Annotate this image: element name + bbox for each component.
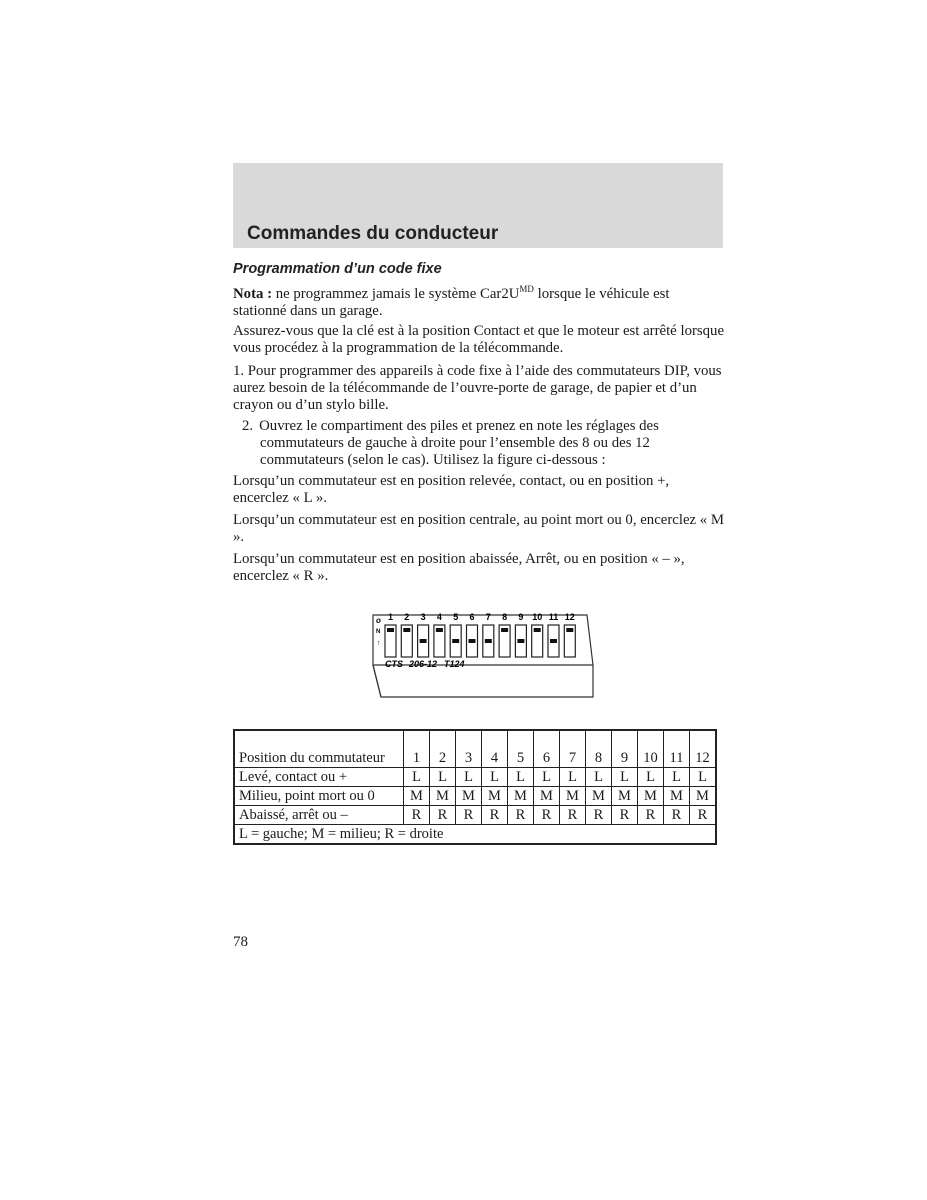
table-column-header: 10 bbox=[638, 730, 664, 768]
chapter-title: Commandes du conducteur bbox=[247, 223, 499, 244]
table-cell: R bbox=[430, 806, 456, 825]
row-label: Levé, contact ou + bbox=[234, 768, 404, 787]
table-column-header: 11 bbox=[664, 730, 690, 768]
table-cell: M bbox=[586, 787, 612, 806]
switch-knob bbox=[403, 628, 410, 632]
table-cell: R bbox=[586, 806, 612, 825]
model-label: 206-12 bbox=[409, 659, 438, 669]
paragraph-position-up: Lorsqu’un commutateur est en position relevée, contact, ou en position +, encerclez « L ». bbox=[233, 473, 670, 506]
table-cell: L bbox=[690, 768, 717, 787]
switch-knob bbox=[566, 628, 573, 632]
switch-number-label: 8 bbox=[502, 612, 508, 622]
switch-number-label: 10 bbox=[532, 612, 543, 622]
switch-number-label: 3 bbox=[420, 612, 426, 622]
table-cell: R bbox=[456, 806, 482, 825]
table-footer-legend: L = gauche; M = milieu; R = droite bbox=[234, 825, 716, 845]
switch-number-label: 5 bbox=[453, 612, 459, 622]
brand-label: CTS bbox=[385, 659, 403, 669]
table-cell: R bbox=[508, 806, 534, 825]
paragraph-position-down: Lorsqu’un commutateur est en position abaissée, Arrêt, ou en position « – », encerclez « R ». bbox=[233, 551, 685, 584]
table-row bbox=[234, 806, 716, 825]
chapter-header-box bbox=[233, 163, 723, 248]
table-cell: M bbox=[690, 787, 717, 806]
note-superscript: MD bbox=[519, 284, 534, 295]
table-cell: R bbox=[638, 806, 664, 825]
page-number: 78 bbox=[233, 934, 248, 950]
table-row bbox=[234, 768, 716, 787]
switch-number-label: 6 bbox=[469, 612, 475, 622]
table-cell: L bbox=[482, 768, 508, 787]
switch-number-label: 1 bbox=[387, 612, 394, 622]
table-cell: M bbox=[456, 787, 482, 806]
step-2-number: 2. bbox=[242, 418, 254, 434]
table-cell: R bbox=[534, 806, 560, 825]
table-cell: L bbox=[456, 768, 482, 787]
paragraph-step-1: 1. Pour programmer des appareils à code fixe à l’aide des commutateurs DIP, vous aurez besoin de la télécommande de l’ouvre-porte de garage, de papier et d’un crayon ou d’un stylo bille. bbox=[233, 363, 722, 413]
row-label: Milieu, point mort ou 0 bbox=[234, 787, 404, 806]
table-cell: L bbox=[508, 768, 534, 787]
paragraph-key-position: Assurez-vous que la clé est à la position Contact et que le moteur est arrêté lorsque vous procédez à la programmation de la télécommande. bbox=[233, 323, 725, 356]
section-title: Programmation d’un code fixe bbox=[233, 261, 442, 277]
row-label: Abaissé, arrêt ou – bbox=[234, 806, 404, 825]
switch-knob bbox=[534, 628, 541, 632]
table-cell: L bbox=[404, 768, 430, 787]
table-column-header: 4 bbox=[482, 730, 508, 768]
table-cell: M bbox=[508, 787, 534, 806]
switch-knob bbox=[452, 639, 459, 643]
side-arrow-icon: ↑ bbox=[377, 640, 381, 647]
table-column-header: 3 bbox=[456, 730, 482, 768]
table-column-header: 7 bbox=[560, 730, 586, 768]
table-cell: L bbox=[612, 768, 638, 787]
table-cell: R bbox=[664, 806, 690, 825]
switch-number-label: 9 bbox=[518, 612, 524, 622]
table-cell: L bbox=[534, 768, 560, 787]
switch-knob bbox=[436, 628, 443, 632]
table-cell: M bbox=[638, 787, 664, 806]
table-cell: L bbox=[664, 768, 690, 787]
table-column-header: 8 bbox=[586, 730, 612, 768]
table-cell: R bbox=[612, 806, 638, 825]
table-cell: M bbox=[430, 787, 456, 806]
switch-knob bbox=[387, 628, 394, 632]
table-column-header: 9 bbox=[612, 730, 638, 768]
table-row bbox=[234, 787, 716, 806]
table-cell: L bbox=[430, 768, 456, 787]
paragraph-position-middle: Lorsqu’un commutateur est en position centrale, au point mort ou 0, encerclez « M ». bbox=[233, 512, 725, 545]
table-cell: M bbox=[664, 787, 690, 806]
table-column-header: 12 bbox=[690, 730, 717, 768]
table-cell: M bbox=[560, 787, 586, 806]
table-cell: R bbox=[690, 806, 717, 825]
side-label-top: o bbox=[376, 616, 381, 625]
switch-knob bbox=[501, 628, 508, 632]
switch-knob bbox=[550, 639, 557, 643]
switch-number-label: 7 bbox=[485, 612, 491, 622]
table-cell: R bbox=[560, 806, 586, 825]
table-cell: L bbox=[586, 768, 612, 787]
table-cell: L bbox=[638, 768, 664, 787]
paragraph-step-2 bbox=[242, 418, 725, 469]
note-label: Nota : bbox=[233, 286, 273, 302]
table-column-header: 5 bbox=[508, 730, 534, 768]
switch-number-label: 4 bbox=[436, 612, 442, 622]
switch-number-label: 11 bbox=[548, 612, 559, 622]
table-cell: M bbox=[482, 787, 508, 806]
table-column-header: 1 bbox=[404, 730, 430, 768]
switch-number-label: 12 bbox=[564, 612, 575, 622]
switch-knob bbox=[469, 639, 476, 643]
dip-switch-figure bbox=[365, 605, 595, 705]
table-cell: R bbox=[404, 806, 430, 825]
table-header-label: Position du commutateur bbox=[234, 730, 404, 768]
switch-knob bbox=[485, 639, 492, 643]
table-cell: M bbox=[612, 787, 638, 806]
table-footer-row bbox=[234, 825, 716, 845]
table-cell: M bbox=[534, 787, 560, 806]
table-cell: R bbox=[482, 806, 508, 825]
code-label: T124 bbox=[444, 659, 465, 669]
switch-position-table bbox=[233, 729, 717, 845]
note-text-before: ne programmez jamais le système Car2U bbox=[272, 286, 520, 302]
side-label-mid: N bbox=[376, 629, 381, 635]
note-paragraph bbox=[233, 286, 725, 320]
table-header-row bbox=[234, 730, 716, 768]
table-cell: L bbox=[560, 768, 586, 787]
table-column-header: 2 bbox=[430, 730, 456, 768]
step-2-text: Ouvrez le compartiment des piles et prenez en note les réglages des commutateurs de gauche à droite pour l’ensemble des 8 ou des 12 commutateurs (selon le cas). Utilisez la figure ci-dessous : bbox=[259, 418, 659, 468]
note-text-after: lorsque le véhicule est stationné dans un garage. bbox=[233, 286, 670, 319]
table-column-header: 6 bbox=[534, 730, 560, 768]
switch-knob bbox=[420, 639, 427, 643]
table-cell: M bbox=[404, 787, 430, 806]
switch-number-label: 2 bbox=[404, 612, 410, 622]
switch-knob bbox=[517, 639, 524, 643]
